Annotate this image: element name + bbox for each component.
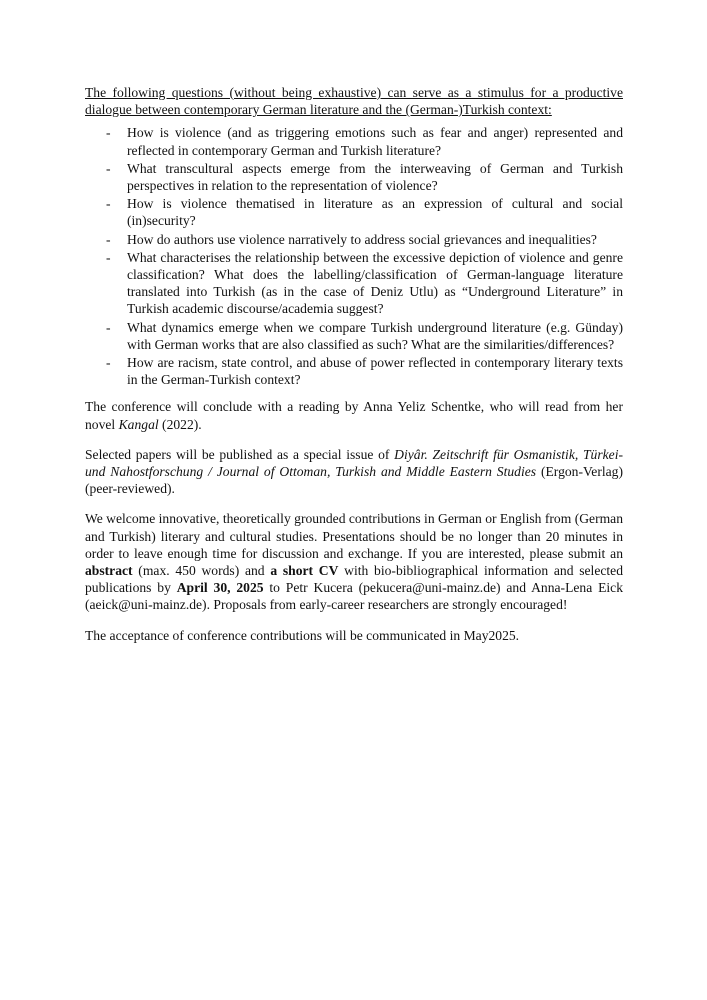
call-text: We welcome innovative, theoretically grounded contributions in German or English from (German and Turkish) literary and cultural studies. Presentations should be no longer than 20 minutes in order to leave enough time for discussion and exchange. If you are interested, please submit an: [85, 511, 623, 561]
question-text: How is violence (and as triggering emotions such as fear and anger) represented and reflected in contemporary German and Turkish literature?: [127, 125, 623, 158]
question-text: How are racism, state control, and abuse of power reflected in contemporary literary texts in the German-Turkish context?: [127, 355, 623, 388]
bullet-dash: -: [106, 231, 111, 247]
list-item: [85, 354, 623, 388]
reading-text: The conference will conclude with a reading by Anna Yeliz Schentke, who will read from her novel: [85, 399, 623, 432]
list-item: [85, 160, 623, 194]
call-text: to Petr Kucera (pekucera@uni-mainz.de) and Anna-Lena Eick (aeick@uni-mainz.de). Proposals from early-career researchers are strongly encouraged!: [85, 580, 623, 613]
publication-paragraph: [85, 446, 623, 498]
cv-emphasis: a short CV: [270, 563, 339, 579]
journal-title: Diyâr. Zeitschrift für Osmanistik, Türkei- und Nahostforschung / Journal of Ottoman, Turkish and Middle Eastern Studies: [85, 446, 623, 480]
call-paragraph: [85, 510, 623, 613]
bullet-dash: -: [106, 249, 111, 265]
deadline-emphasis: April 30, 2025: [176, 580, 264, 596]
bullet-dash: -: [106, 160, 111, 176]
list-item: [85, 319, 623, 353]
question-text: What dynamics emerge when we compare Turkish underground literature (e.g. Günday) with German works that are also classified as such? What are the similarities/differences?: [127, 319, 623, 352]
question-text: How do authors use violence narratively to address social grievances and inequalities?: [127, 231, 597, 247]
bullet-dash: -: [106, 319, 111, 335]
bullet-dash: -: [106, 196, 111, 212]
intro-paragraph: The following questions (without being exhaustive) can serve as a stimulus for a productive dialogue between contemporary German literature and the (German-)Turkish context:: [85, 85, 623, 118]
reading-paragraph: [85, 398, 623, 432]
publication-publisher: (Ergon-Verlag) (peer-reviewed).: [85, 464, 624, 497]
call-text: with bio-bibliographical information and selected publications by: [85, 563, 623, 596]
abstract-emphasis: abstract: [85, 563, 133, 579]
list-item: [85, 231, 623, 248]
acceptance-paragraph: The acceptance of conference contributions will be communicated in May2025.: [85, 627, 520, 643]
bullet-dash: -: [106, 355, 111, 371]
bullet-dash: -: [106, 125, 111, 141]
question-text: How is violence thematised in literature as an expression of cultural and social (in)security?: [127, 196, 623, 229]
question-list: [85, 124, 623, 388]
list-item: [85, 124, 623, 158]
novel-title: Kangal: [118, 416, 159, 432]
call-text: (max. 450 words) and: [132, 563, 271, 579]
reading-year: (2022).: [158, 416, 202, 432]
list-item: [85, 195, 623, 229]
publication-text: Selected papers will be published as a special issue of: [85, 446, 395, 462]
question-text: What characterises the relationship between the excessive depiction of violence and genre classification? What does the labelling/classification of German-language literature translated into Turkish (as in the case of Deniz Utlu) as “Underground Literature” in Turkish academic discourse/academia suggest?: [127, 249, 623, 317]
question-text: What transcultural aspects emerge from the interweaving of German and Turkish perspectives in relation to the representation of violence?: [127, 160, 623, 194]
list-item: [85, 249, 623, 318]
